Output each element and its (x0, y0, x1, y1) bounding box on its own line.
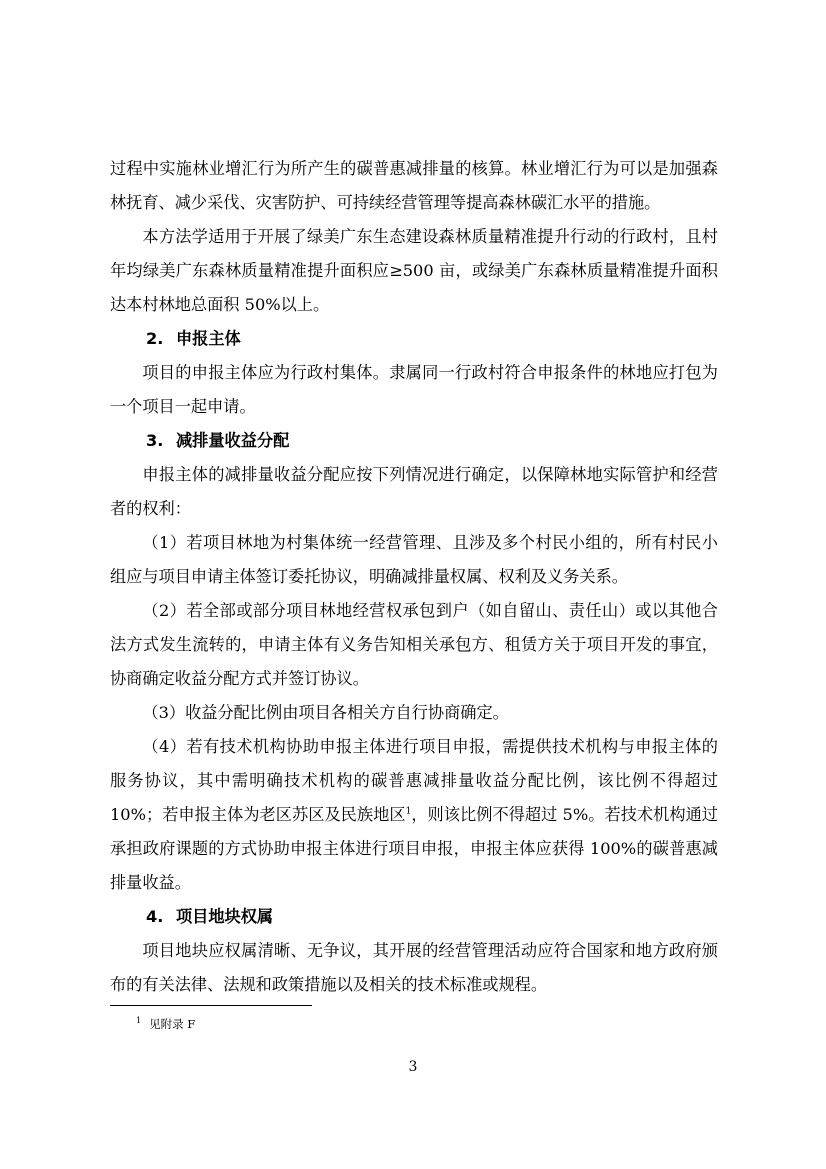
footnote-reference[interactable]: 1 (405, 806, 412, 817)
list-item-4-text-b: ，则该比例不得超过 5%。若技术机构通过承担政府课题的方式协助申报主体进行项目申报，申报主体应获得 100%的碳普惠减排量收益。 (110, 805, 718, 892)
section-title: 减排量收益分配 (176, 431, 290, 450)
footnote-text: 见附录 F (149, 1017, 196, 1031)
section-heading-land-ownership (110, 900, 718, 934)
section-number: 4. (146, 907, 164, 926)
paragraph-intro-continued: 过程中实施林业增汇行为所产生的碳普惠减排量的核算。林业增汇行为可以是加强森林抚育、减少采伐、灾害防护、可持续经营管理等提高森林碳汇水平的措施。 (110, 159, 718, 212)
list-item-2: （2）若全部或部分项目林地经营权承包到户（如自留山、责任山）或以其他合法方式发生流转的，申请主体有义务告知相关承包方、租赁方关于项目开发的事宜，协商确定收益分配方式并签订协议。 (110, 601, 718, 688)
section-title: 项目地块权属 (176, 907, 274, 926)
list-item-3: （3）收益分配比例由项目各相关方自行协商确定。 (142, 703, 509, 722)
paragraph-benefit-intro: 申报主体的减排量收益分配应按下列情况进行确定，以保障林地实际管护和经营者的权利： (110, 465, 718, 518)
section-heading-applicant (110, 322, 718, 356)
list-item-1: （1）若项目林地为村集体统一经营管理、且涉及多个村民小组的，所有村民小组应与项目申请主体签订委托协议，明确减排量权属、权利及义务关系。 (110, 533, 718, 586)
paragraph-applicability: 本方法学适用于开展了绿美广东生态建设森林质量精准提升行动的行政村，且村年均绿美广东森林质量精准提升面积应≥500 亩，或绿美广东森林质量精准提升面积达本村林地总面积 50%以上。 (110, 227, 718, 314)
section-number: 2. (146, 329, 164, 348)
section-heading-benefit-distribution (110, 424, 718, 458)
section-title: 申报主体 (176, 329, 241, 348)
document-body (110, 152, 718, 1002)
list-item-4 (110, 730, 718, 900)
page-number: 3 (408, 1059, 418, 1075)
footnote-divider (110, 1005, 312, 1006)
footnote (136, 1016, 195, 1032)
paragraph-land-ownership: 项目地块应权属清晰、无争议，其开展的经营管理活动应符合国家和地方政府颁布的有关法律、法规和政策措施以及相关的技术标准或规程。 (110, 941, 718, 994)
section-number: 3. (146, 431, 164, 450)
paragraph-applicant: 项目的申报主体应为行政村集体。隶属同一行政村符合申报条件的林地应打包为一个项目一起申请。 (110, 363, 718, 416)
list-item-4-text-a: （4）若有技术机构协助申报主体进行项目申报，需提供技术机构与申报主体的服务协议，其中需明确技术机构的碳普惠减排量收益分配比例，该比例不得超过 10%；若申报主体为老区苏区及民族地区 (110, 737, 718, 824)
footnote-marker: 1 (136, 1016, 142, 1026)
